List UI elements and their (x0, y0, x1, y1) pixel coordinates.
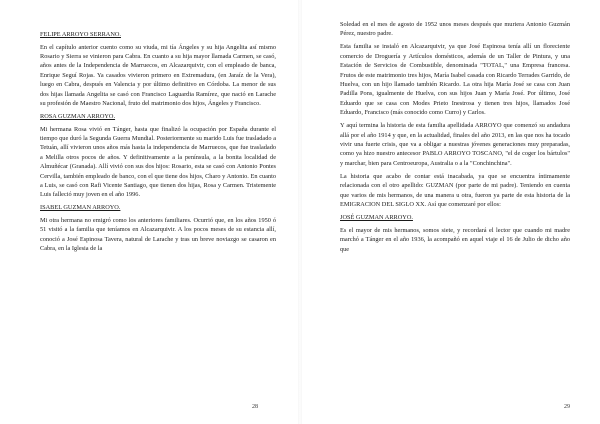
left-page-text (40, 30, 276, 254)
section-heading-jose: JOSÉ GUZMAN ARROYO. (340, 214, 413, 222)
page-number-right: 29 (564, 404, 570, 410)
section-heading-rosa: ROSA GUZMAN ARROYO. (40, 113, 116, 121)
paragraph: Soledad en el mes de agosto de 1952 unos meses después que muriera Antonio Guzmán Pérez, nuestro padre. (340, 21, 570, 38)
page-number-left: 28 (252, 404, 258, 410)
right-page-text (340, 20, 570, 254)
paragraph: Y aquí termina la historia de esta familia apellidada ARROYO que comenzó su andadura allá por el año 1914 y que, en la actualidad, finales del año 2013, en las que nos ha tocado vivir una fuerte crisis, que va a obligar a nuestras jóvenes generaciones muy preparadas, como ya hizo nuestro antecesor PABLO ARROYO TOSCANO, "el de coger los bártulos" y marchar, bien para Centroeuropa, Australia o a la "Conchinchina". (340, 122, 570, 167)
section-heading-isabel: ISABEL GUZMAN ARROYO. (40, 204, 121, 212)
paragraph: Es el mayor de mis hermanos, somos siete, y recordará el lector que cuando mi madre marchó a Tánger en el año 1936, la acompañó en aquel viaje el 16 de Julio de dicho año que (340, 226, 570, 253)
paragraph: La historia que acabo de contar está inacabada, ya que se encuentra íntimamente relacionada con el otro apellido: GUZMAN (por parte de mi padre). Teniendo en cuenta que varios de mis hermanos, de una manera u otra, fueron ya parte de esta historia de la EMIGRACION DEL SIGLO XX. Así que comenzaré por ellos: (340, 172, 570, 209)
paragraph: Mi otra hermana no emigró como los anteriores familiares. Ocurrió que, en los años 1950 ó 51 visitó a la familia que teníamos en Alcazarquivir. A los pocos meses de su estancia allí, conoció a José Espinosa Tavera, natural de Larache y tras un breve noviazgo se casaron en Cabra, en la Iglesia de la (40, 217, 276, 253)
right-page (300, 0, 600, 424)
paragraph: En el capítulo anterior cuento como su viuda, mi tía Ángeles y su hija Angelita así mismo Rosario y Sierra se vinieron para Cabra. En cuanto a su hija mayor llamada Carmen, se casó, años antes de la Independencia de Marruecos, en Alcazarquivir, con el empleado de banca, Enrique Seguí Rojas. Ya casados vivieron primero en Extremadura, (en Jaraíz de la Vera), luego en Cabra, después en Valencia y por último definitivo en Córdoba. La menor de sus dos hijas llamada Angelita se casó con Francisco Laguardia Ramírez, que nació en Larache su profesión de Maestro Nacional, fruto del matrimonio dos hijos, Ángeles y Francisco. (40, 43, 276, 108)
paragraph: Mi hermana Rosa vivió en Tánger, hasta que finalizó la ocupación por España durante el tiempo que duró la Segunda Guerra Mundial. Posteriormente su marido Luis fue trasladado a Tetuán, allí vivieron unos años más hasta la independencia de Marruecos, que fue trasladado a Melilla otros pocos de años. Y definitivamente a la península, a la bonita localidad de Almuñécar (Granada). Allí vivió con sus dos hijos: Rosario, esta se casó con Antonio Pontes Cervilla, también empleado de banco, con el que tiene dos hijos, Charo y Antonio. En cuanto a Luis, se casó con Rafi Vicente Santiago, que tienen dos hijas, Rosa y Carmen. Tristemente Luis falleció muy joven en el año 1996. (40, 125, 276, 199)
paragraph: Esta familia se instaló en Alcazarquivir, ya que José Espinosa tenía allí un floreciente comercio de Droguería y Artículos domésticos, además de un Taller de Pintura, y una Estación de Servicios de Combustible, denominada "TOTAL," una Empresa francesa. Frutos de este matrimonio tres hijos, María Isabel casada con Ricardo Terrades Garrido, de Huelva, con un hijo llamado también Ricardo. La otra hija María José se casa con Juan Padilla Pons, igualmente de Huelva, con sus hijos Juan y María José. Por último, José Eduardo que se casa con Modes Prieto Inestrosa y tienen tres hijos, llamados José Eduardo, Francisco (más conocido como Curro) y Carlos. (340, 43, 570, 117)
section-heading-felipe: FELIPE ARROYO SERRANO. (40, 31, 121, 38)
